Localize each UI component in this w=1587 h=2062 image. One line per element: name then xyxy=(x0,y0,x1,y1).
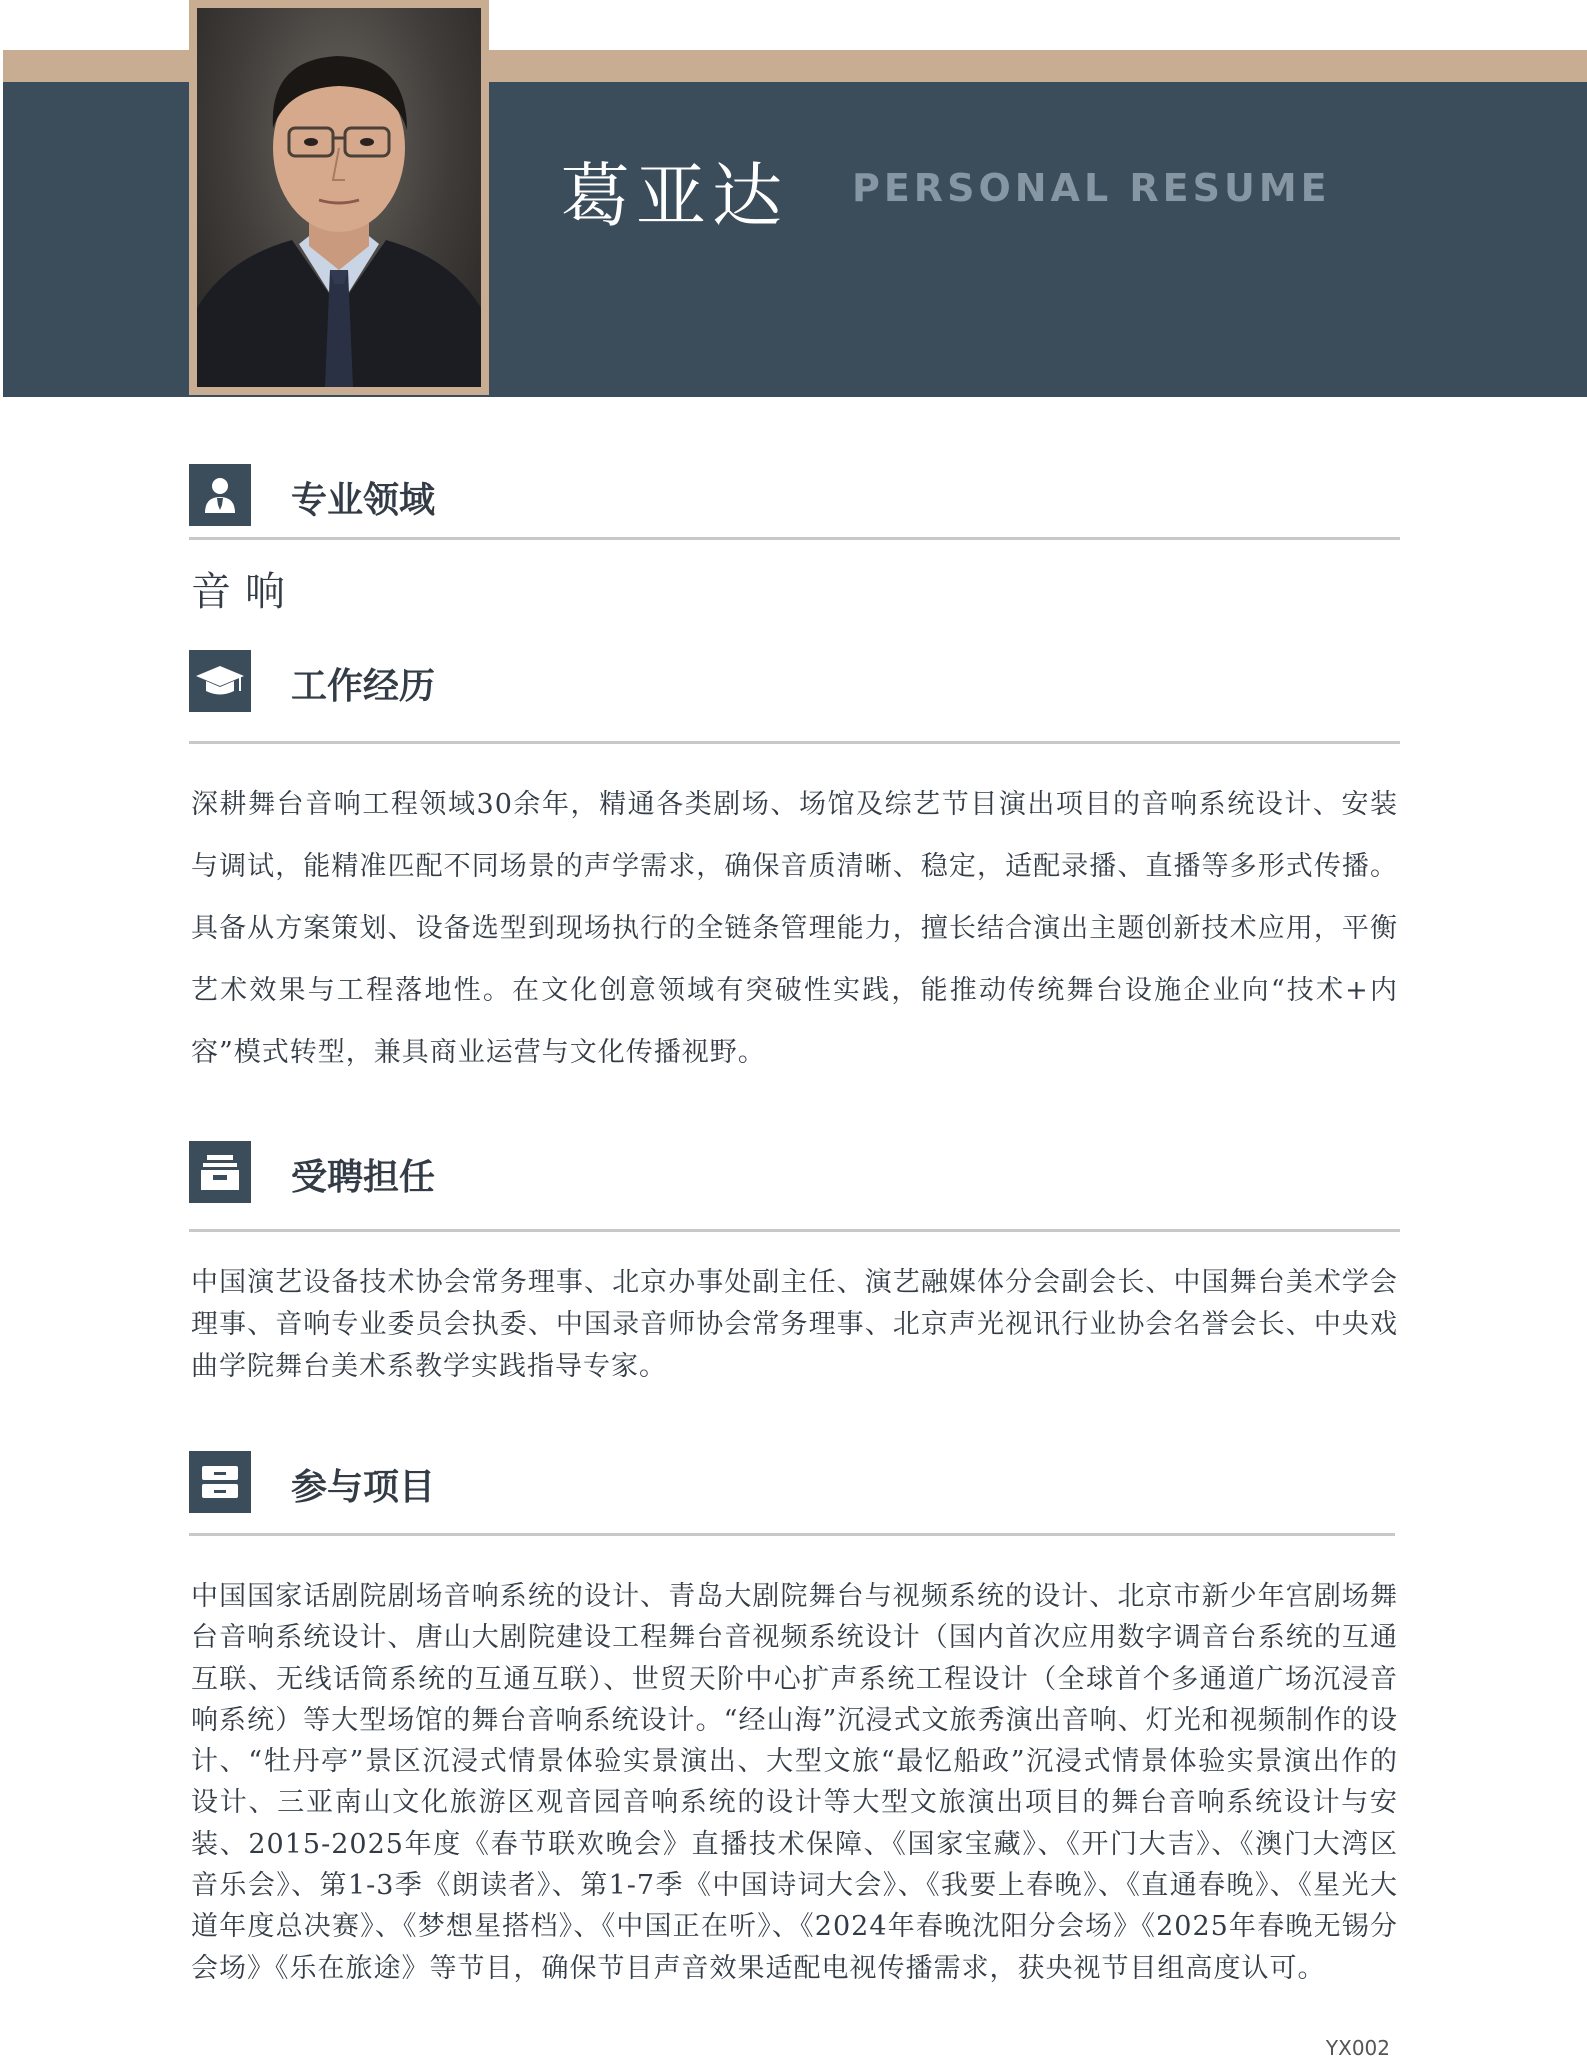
section-divider-positions xyxy=(189,1229,1400,1232)
section-title-field: 专业领域 xyxy=(291,480,436,521)
section-title-experience: 工作经历 xyxy=(291,666,436,707)
section-divider-field xyxy=(189,537,1400,540)
projects-content: 中国国家话剧院剧场音响系统的设计、青岛大剧院舞台与视频系统的设计、北京市新少年宫剧场舞台音响系统设计、唐山大剧院建设工程舞台音视频系统设计（国内首次应用数字调音台系统的互通互联、无线话筒系统的互通互联）、世贸天阶中心扩声系统工程设计（全球首个多通道广场沉浸音响系统）等大型场馆的舞台音响系统设计。“经山海”沉浸式文旅秀演出音响、灯光和视频制作的设计、“牡丹亭”景区沉浸式情景体验实景演出、大型文旅“最忆船政”沉浸式情景体验实景演出作的设计、三亚南山文化旅游区观音园音响系统的设计等大型文旅演出项目的舞台音响系统设计与安装、2015-2025年度《春节联欢晚会》直播技术保障、《国家宝藏》、《开门大吉》、《澳门大湾区音乐会》、第1-3季《朗读者》、第1-7季《中国诗词大会》、《我要上春晚》、《直通春晚》、《星光大道年度总决赛》、《梦想星搭档》、《中国正在听》、《2024年春晚沈阳分会场》《2025年春晚无锡分会场》《乐在旅途》等节目，确保节目声音效果适配电视传播需求，获央视节目组高度认可。 xyxy=(191,1581,1398,1984)
section-divider-experience xyxy=(189,741,1400,744)
inbox-tray-icon xyxy=(189,1141,251,1203)
section-title-positions: 受聘担任 xyxy=(291,1157,436,1198)
person-name: 葛亚达 xyxy=(560,155,788,237)
resume-subtitle: PERSONAL RESUME xyxy=(852,166,1331,210)
document-code: YX002 xyxy=(1325,2036,1390,2060)
section-title-projects: 参与项目 xyxy=(291,1467,436,1508)
graduation-cap-icon xyxy=(189,650,251,712)
section-divider-projects xyxy=(189,1533,1395,1536)
positions-content: 中国演艺设备技术协会常务理事、北京办事处副主任、演艺融媒体分会副会长、中国舞台美术学会理事、音响专业委员会执委、中国录音师协会常务理事、北京声光视讯行业协会名誉会长、中央戏曲学院舞台美术系教学实践指导专家。 xyxy=(191,1267,1398,1382)
field-content: 音响 xyxy=(191,569,299,615)
profile-photo-frame xyxy=(189,0,489,395)
profile-photo xyxy=(197,8,481,387)
portrait-illustration xyxy=(197,8,481,387)
experience-content: 深耕舞台音响工程领域30余年，精通各类剧场、场馆及综艺节目演出项目的音响系统设计、安装与调试，能精准匹配不同场景的声学需求，确保音质清晰、稳定，适配录播、直播等多形式传播。具备从方案策划、设备选型到现场执行的全链条管理能力，擅长结合演出主题创新技术应用，平衡艺术效果与工程落地性。在文化创意领域有突破性实践，能推动传统舞台设施企业向“技术+内容”模式转型，兼具商业运营与文化传播视野。 xyxy=(191,789,1398,1068)
archive-drawers-icon xyxy=(189,1451,251,1513)
person-tie-icon xyxy=(189,464,251,526)
